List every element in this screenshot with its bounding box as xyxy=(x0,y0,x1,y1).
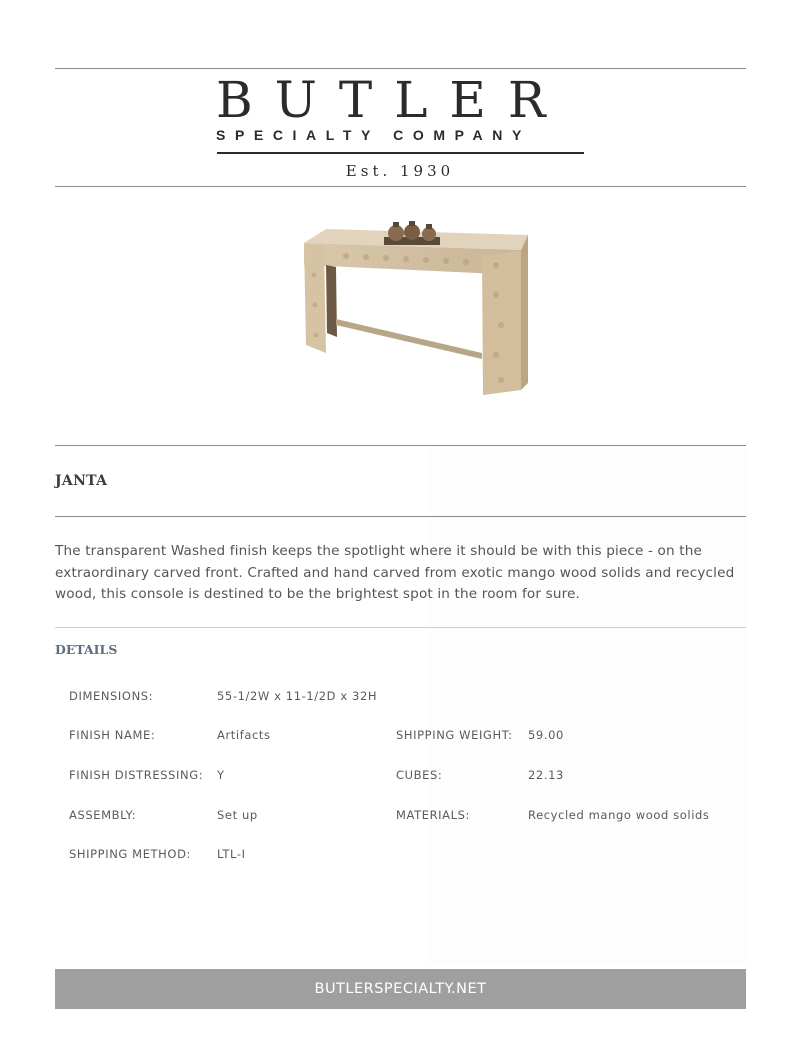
logo-established: Est. 1930 xyxy=(345,162,455,180)
logo-underline xyxy=(217,152,584,154)
logo-wordmark: BUTLER xyxy=(216,71,568,129)
console-table-image xyxy=(296,195,746,440)
product-title: JANTA xyxy=(55,473,108,489)
assembly-label: ASSEMBLY: xyxy=(69,808,137,822)
finish-name-label: FINISH NAME: xyxy=(69,728,156,742)
footer-website-link[interactable]: BUTLERSPECIALTY.NET xyxy=(55,969,746,1009)
logo-subtitle: SPECIALTY COMPANY xyxy=(216,127,531,143)
materials-label: MATERIALS: xyxy=(396,808,471,822)
details-heading: DETAILS xyxy=(55,642,118,657)
assembly-value: Set up xyxy=(217,808,258,822)
finish-distressing-value: Y xyxy=(217,768,225,782)
materials-value: Recycled mango wood solids xyxy=(528,808,710,822)
shipping-method-label: SHIPPING METHOD: xyxy=(69,847,192,861)
title-rule xyxy=(55,516,746,517)
product-description: The transparent Washed finish keeps the spotlight where it should be with this piece - on the extraordinary carved front. Crafted and hand carved from exotic mango wood solids and recycled wood, this console is destined to be the brightest spot in the room for sure. xyxy=(55,543,735,602)
cubes-value: 22.13 xyxy=(528,768,564,782)
header-rule xyxy=(55,186,746,187)
description-rule xyxy=(55,627,746,628)
background-panel xyxy=(430,445,746,965)
image-rule xyxy=(55,445,746,446)
dimensions-value: 55-1/2W x 11-1/2D x 32H xyxy=(217,689,378,703)
finish-name-value: Artifacts xyxy=(217,728,271,742)
shipping-weight-value: 59.00 xyxy=(528,728,564,742)
shipping-weight-label: SHIPPING WEIGHT: xyxy=(396,728,513,742)
shipping-method-value: LTL-I xyxy=(217,847,246,861)
finish-distressing-label: FINISH DISTRESSING: xyxy=(69,768,204,782)
dimensions-label: DIMENSIONS: xyxy=(69,689,154,703)
cubes-label: CUBES: xyxy=(396,768,443,782)
top-rule xyxy=(55,68,746,69)
